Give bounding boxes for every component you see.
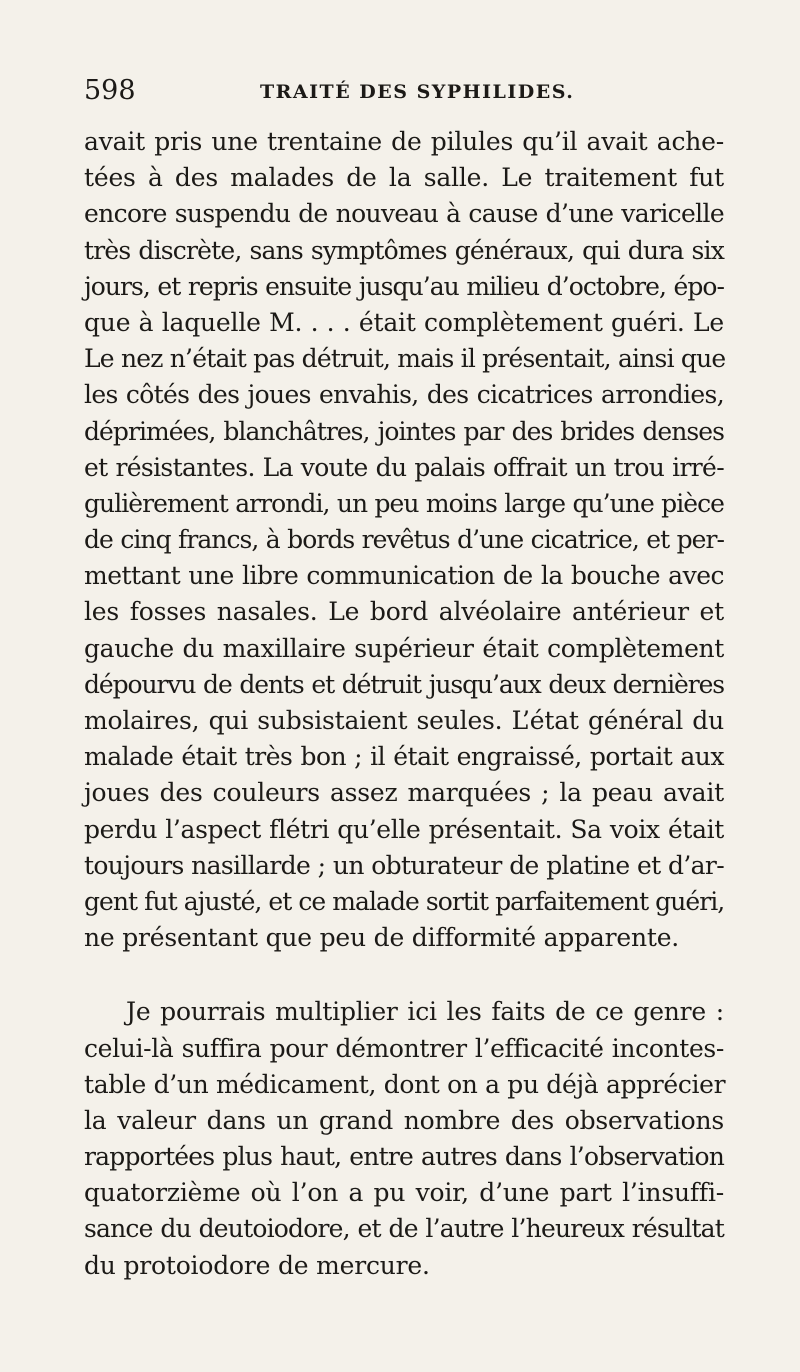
text-line: ne présentant que peu de difformité apparente. (84, 923, 680, 953)
text-line: les fosses nasales. Le bord alvéolaire antérieur et (84, 597, 724, 627)
text-line: gent fut ajusté, et ce malade sortit parfaitement guéri, (84, 886, 725, 916)
text-line: que à laquelle M. . . . était complètement guéri. Le (84, 307, 724, 337)
text-line: de cinq francs, à bords revêtus d’une cicatrice, et per- (84, 525, 724, 555)
text-line: du protoiodore de mercure. (84, 1250, 430, 1280)
text-line: et résistantes. La voute du palais offrait un trou irré- (84, 452, 724, 482)
text-line: mettant une libre communication de la bouche avec (84, 561, 724, 591)
paragraph-2 (84, 994, 724, 1284)
text-line: Le nez n’était pas détruit, mais il présentait, ainsi que (84, 344, 726, 374)
text-line: sance du deutoiodore, et de l’autre l’heureux résultat (84, 1214, 724, 1244)
text-line: gauche du maxillaire supérieur était complètement (84, 633, 724, 663)
paragraph-1 (84, 124, 724, 956)
text-line: dépourvu de dents et détruit jusqu’aux deux dernières (84, 669, 724, 699)
text-line: encore suspendu de nouveau à cause d’une varicelle (84, 199, 724, 229)
text-line: avait pris une trentaine de pilules qu’il avait ache- (84, 127, 724, 156)
text-line: tées à des malades de la salle. Le traitement fut (84, 163, 724, 193)
text-line: quatorzième où l’on a pu voir, d’une part l’insuffi- (84, 1178, 724, 1208)
text-line: molaires, qui subsistaient seules. L’état général du (84, 706, 724, 735)
text-line: très discrète, sans symptômes généraux, qui dura six (84, 235, 724, 265)
text-line: déprimées, blanchâtres, jointes par des brides denses (84, 416, 724, 446)
page-number: 598 (84, 75, 136, 106)
text-line: gulièrement arrondi, un peu moins large qu’une pièce (84, 488, 724, 518)
text-line: jours, et repris ensuite jusqu’au milieu d’octobre, épo- (84, 271, 724, 301)
text-line: Je pourrais multiplier ici les faits de ce genre : (126, 997, 724, 1027)
text-line: la valeur dans un grand nombre des observations (84, 1105, 724, 1135)
text-line: perdu l’aspect flétri qu’elle présentait. Sa voix était (84, 814, 724, 844)
text-line: toujours nasillarde ; un obturateur de platine et d’ar- (84, 850, 724, 880)
running-head (84, 74, 724, 114)
text-line: les côtés des joues envahis, des cicatrices arrondies, (84, 380, 724, 410)
text-line: rapportées plus haut, entre autres dans l’observation (84, 1142, 724, 1172)
paragraph-gap (84, 956, 724, 994)
text-line: celui-là suffira pour démontrer l’efficacité incontes- (84, 1033, 724, 1063)
text-line: table d’un médicament, dont on a pu déjà apprécier (84, 1069, 726, 1099)
text-line: joues des couleurs assez marquées ; la peau avait (84, 778, 724, 808)
text-line: malade était très bon ; il était engraissé, portait aux (84, 742, 724, 772)
running-title: TRAITÉ DES SYPHILIDES. (260, 81, 575, 103)
body-text (84, 124, 724, 1284)
